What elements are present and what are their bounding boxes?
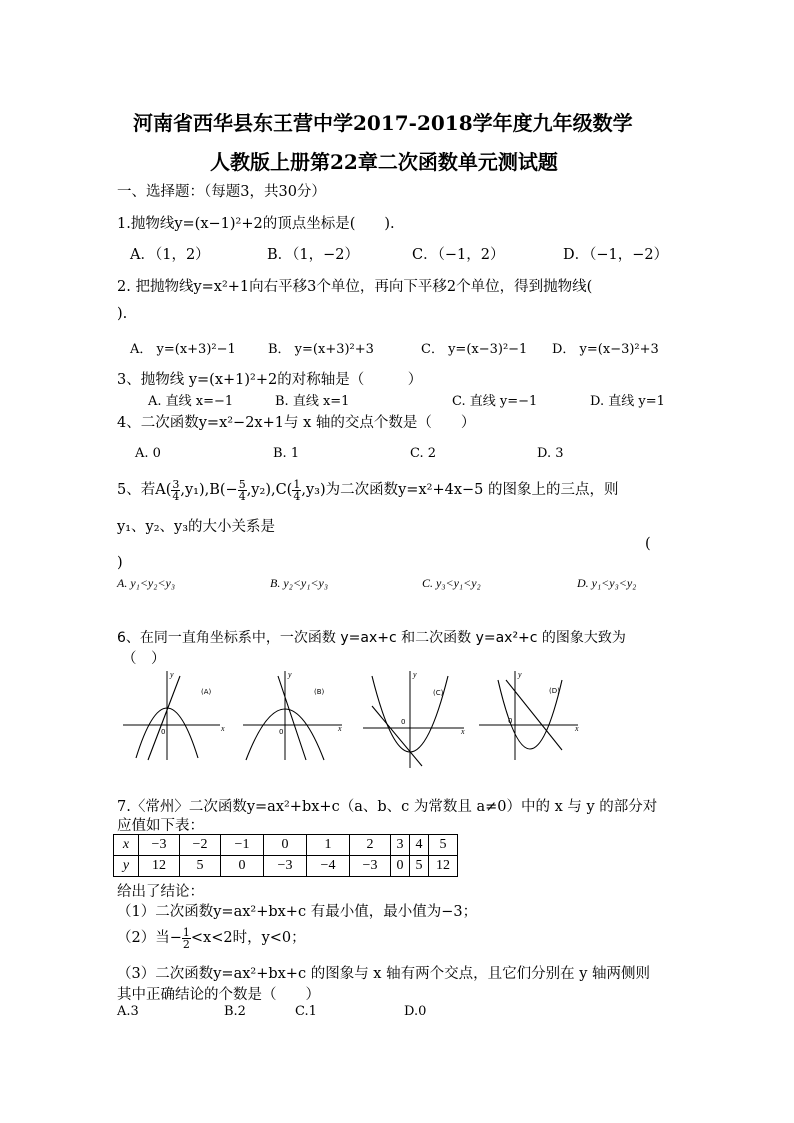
q1-option-c: C．（−1，2）	[412, 247, 505, 263]
table-cell: 12	[139, 856, 180, 877]
table-cell: −3	[264, 856, 307, 877]
q4-option-a: A. 0	[135, 446, 161, 461]
graph-a-xlabel: x	[221, 724, 225, 733]
graph-d-origin: 0	[508, 717, 513, 725]
q5-paren-close: )	[117, 555, 123, 571]
q2-option-d: D． y=(x−3)²+3	[552, 342, 659, 357]
q7-option-c: C.1	[295, 1004, 317, 1019]
table-row-y	[114, 856, 458, 877]
q5-option-c: C. y₃<y₁<y₂	[422, 576, 481, 590]
table-cell: 0	[221, 856, 264, 877]
q5-stem-b: ,y₁),B(−	[180, 482, 238, 498]
graph-a-origin: 0	[161, 728, 166, 736]
q1-stem: 1.抛物线y=(x−1)²+2的顶点坐标是( ).	[117, 216, 395, 232]
q5-option-a: A. y₁<y₂<y₃	[117, 576, 176, 590]
q3-stem: 3、抛物线 y=(x+1)²+2的对称轴是（ ）	[117, 372, 423, 388]
section-heading: 一、选择题：（每题3，共30分）	[117, 184, 326, 200]
graph-c-label: (C)	[433, 689, 444, 697]
fraction-1-4: $\frac{1}{4}$	[293, 477, 301, 503]
table-cell: 1	[307, 835, 350, 856]
table-cell: 5	[429, 835, 458, 856]
graph-a	[118, 668, 228, 763]
q2-option-a: A． y=(x+3)²−1	[130, 342, 236, 357]
table-cell: 2	[350, 835, 391, 856]
q7-conclusion-2	[117, 926, 306, 950]
graph-d-ylabel: y	[518, 670, 522, 679]
fraction-5-4: $\frac{5}{4}$	[238, 477, 246, 503]
q5-option-d: D. y₁<y₃<y₂	[577, 576, 637, 590]
fraction-3-4: $\frac{3}{4}$	[172, 477, 180, 503]
table-cell: 5	[410, 856, 429, 877]
table-cell: x	[114, 835, 139, 856]
q4-option-c: C. 2	[410, 446, 437, 461]
q1-option-b: B．（1，−2）	[267, 247, 360, 263]
q7-stem-line2: 应值如下表：	[117, 818, 204, 834]
q5-stem-c: ,y₂),C(	[246, 482, 293, 498]
graph-b-ylabel: y	[288, 670, 292, 679]
q5-stem	[117, 478, 618, 502]
table-cell: 5	[180, 856, 221, 877]
q7-conclusion-4: 其中正确结论的个数是（ ）	[117, 987, 320, 1003]
q5-paren-open: (	[645, 536, 651, 552]
table-cell: −4	[307, 856, 350, 877]
q3-option-b: B. 直线 x=1	[275, 394, 350, 409]
q2-option-b: B． y=(x+3)²+3	[268, 342, 374, 357]
q5-line2: y₁、y₂、y₃的大小关系是	[117, 519, 276, 535]
q7-conclusion-2b: <x<2时，y<0；	[190, 930, 306, 946]
page-title-line2: 人教版上册第22章二次函数单元测试题	[210, 150, 558, 174]
q7-option-d: D.0	[404, 1004, 427, 1019]
q7-option-a: A.3	[117, 1004, 139, 1019]
table-cell: −3	[350, 856, 391, 877]
q3-option-a: A. 直线 x=−1	[148, 394, 234, 409]
q7-conclusion-3: （3）二次函数y=ax²+bx+c 的图象与 x 轴有两个交点，且它们分别在 y 轴两侧则	[117, 966, 650, 982]
fraction-1-2: $\frac{1}{2}$	[182, 925, 190, 951]
graph-b	[238, 668, 348, 763]
graph-a-label: (A)	[201, 688, 212, 696]
table-cell: 12	[429, 856, 458, 877]
q7-conclusion-2a: （2）当−	[117, 930, 182, 946]
table-cell: 3	[391, 835, 410, 856]
q5-option-b: B. y₂<y₁<y₃	[270, 576, 329, 590]
graph-a-ylabel: y	[170, 670, 174, 679]
graph-c-origin: 0	[401, 718, 406, 726]
table-cell: 4	[410, 835, 429, 856]
page-title-line1: 河南省西华县东王营中学2017-2018学年度九年级数学	[133, 111, 633, 135]
graph-d	[476, 668, 586, 763]
q2-option-c: C． y=(x−3)²−1	[421, 342, 528, 357]
graph-b-origin: 0	[279, 728, 284, 736]
q3-option-d: D. 直线 y=1	[590, 394, 665, 409]
graph-b-label: (B)	[314, 688, 325, 696]
graph-b-xlabel: x	[338, 724, 342, 733]
graph-c-ylabel: y	[413, 670, 417, 679]
q7-stem-line1: 7.〈常州〉二次函数y=ax²+bx+c（a、b、c 为常数且 a≠0）中的 x 与 y 的部分对	[117, 799, 658, 815]
graph-c	[360, 668, 470, 768]
q2-stem: 2. 把抛物线y=x²+1向右平移3个单位，再向下平移2个单位，得到抛物线(	[117, 279, 593, 295]
q6-stem: 6、在同一直角坐标系中，一次函数 y=ax+c 和二次函数 y=ax²+c 的图象大致为	[117, 630, 626, 646]
table-cell: −3	[139, 835, 180, 856]
q5-stem-d: ,y₃)为二次函数y=x²+4x−5 的图象上的三点，则	[301, 482, 619, 498]
q4-option-d: D. 3	[537, 446, 564, 461]
table-cell: −2	[180, 835, 221, 856]
table-row-x	[114, 835, 458, 856]
q1-option-d: D．（−1，−2）	[563, 247, 669, 263]
q5-stem-a: 5、若A(	[117, 482, 172, 498]
q7-conclusion-1: （1）二次函数y=ax²+bx+c 有最小值，最小值为−3；	[117, 904, 478, 920]
q4-option-b: B. 1	[273, 446, 300, 461]
value-table	[113, 834, 458, 877]
graph-d-xlabel: x	[575, 724, 579, 733]
q4-stem: 4、二次函数y=x²−2x+1与 x 轴的交点个数是（ ）	[117, 415, 476, 431]
q6-stem-end: （ ）	[122, 651, 166, 667]
q3-option-c: C. 直线 y=−1	[452, 394, 538, 409]
q1-option-a: A．（1，2）	[130, 247, 210, 263]
q7-given: 给出了结论：	[117, 884, 204, 900]
table-cell: 0	[264, 835, 307, 856]
q7-option-b: B.2	[224, 1004, 246, 1019]
graph-d-label: (D)	[549, 687, 560, 695]
q2-stem-end: ).	[117, 306, 128, 322]
table-cell: −1	[221, 835, 264, 856]
table-cell: 0	[391, 856, 410, 877]
graph-c-xlabel: x	[461, 727, 465, 736]
table-cell: y	[114, 856, 139, 877]
